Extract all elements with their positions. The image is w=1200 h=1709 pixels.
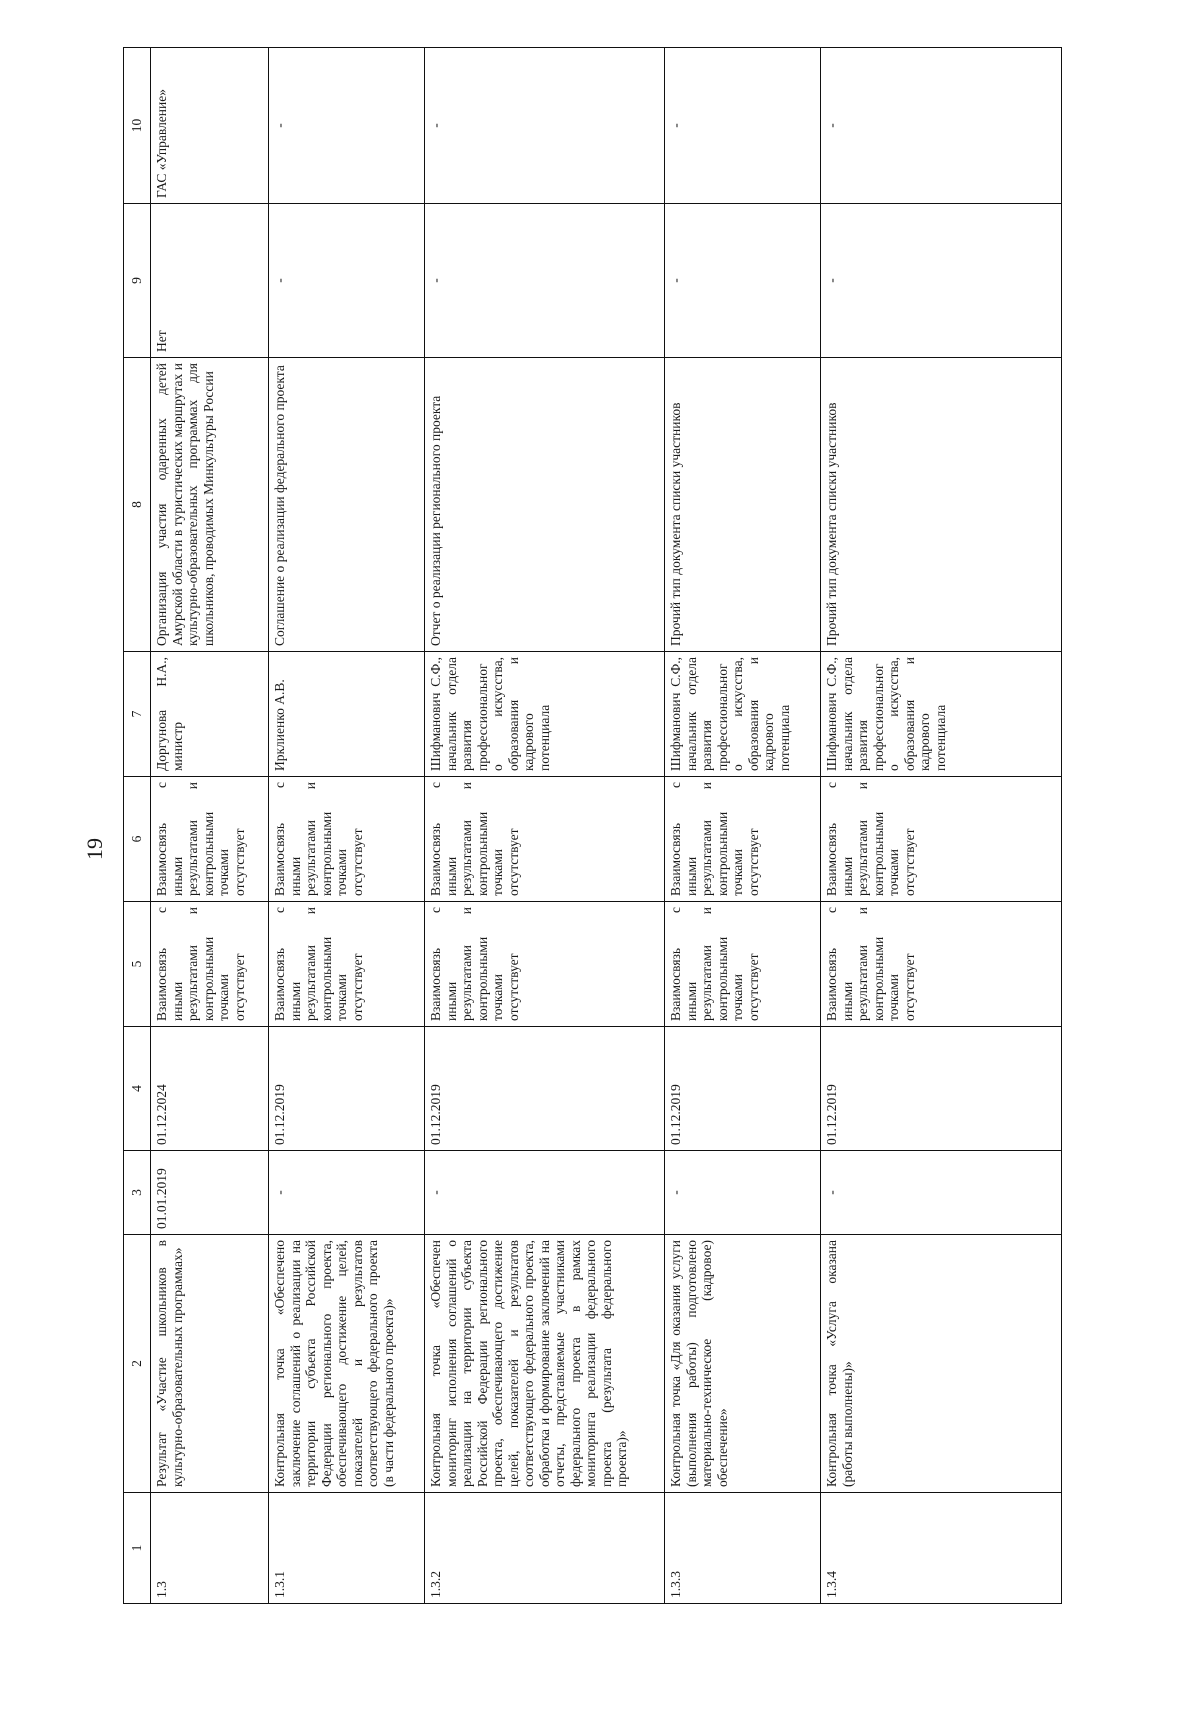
control-level: - bbox=[269, 204, 425, 358]
predecessors: Взаимосвязь с иными результатами и контрольными точками отсутствует bbox=[425, 902, 665, 1027]
header-cell: 3 bbox=[124, 1151, 151, 1235]
table-row bbox=[665, 48, 821, 1604]
row-number: 1.3.1 bbox=[269, 1493, 425, 1604]
header-cell: 8 bbox=[124, 358, 151, 652]
event-name: Контрольная точка «Обеспечено заключение соглашений о реализации на территории субъекта Российской Федерации регионального проекта, обеспечивающего достижение целей, показателей и результатов соответствующего федерального проекта (в части федерального проекта)» bbox=[269, 1235, 425, 1493]
document-type: Прочий тип документа списки участников bbox=[665, 358, 821, 652]
event-name: Контрольная точка «Услуга оказана (работы выполнены)» bbox=[821, 1235, 1062, 1493]
successors: Взаимосвязь с иными результатами и контрольными точками отсутствует bbox=[151, 777, 269, 902]
header-cell: 9 bbox=[124, 204, 151, 358]
row-number: 1.3.3 bbox=[665, 1493, 821, 1604]
table-row bbox=[151, 48, 269, 1604]
control-level: - bbox=[665, 204, 821, 358]
control-level: Нет bbox=[151, 204, 269, 358]
info-system: - bbox=[425, 48, 665, 204]
row-number: 1.3 bbox=[151, 1493, 269, 1604]
header-cell: 1 bbox=[124, 1493, 151, 1604]
start-date: - bbox=[425, 1151, 665, 1235]
info-system: - bbox=[665, 48, 821, 204]
document-type: Организация участия одаренных детей Амурской области в туристических маршрутах и культурно-образовательных программах для школьников, проводимых Минкультуры России bbox=[151, 358, 269, 652]
responsible: Шифманович С.Ф., начальник отдела развития профессиональног о искусства, образования и кадрового потенциала bbox=[821, 652, 1062, 777]
event-name: Контрольная точка «Обеспечен мониторинг исполнения соглашений о реализации на территории субъекта Российской Федерации регионального проекта, обеспечивающего достижение целей, показателей и результатов соответствующего федерального проекта, обработка и формирование заключений на отчеты, представляемые участниками федерального проекта в рамках мониторинга реализации федерального проекта (результата федерального проекта)» bbox=[425, 1235, 665, 1493]
start-date: - bbox=[821, 1151, 1062, 1235]
responsible: Доргунова Н.А., министр bbox=[151, 652, 269, 777]
table-row bbox=[821, 48, 1062, 1604]
header-cell: 6 bbox=[124, 777, 151, 902]
header-cell: 10 bbox=[124, 48, 151, 204]
responsible: Шифманович С.Ф., начальник отдела развития профессиональног о искусства, образования и кадрового потенциала bbox=[425, 652, 665, 777]
responsible: Ирклиенко А.В. bbox=[269, 652, 425, 777]
end-date: 01.12.2024 bbox=[151, 1027, 269, 1151]
successors: Взаимосвязь с иными результатами и контрольными точками отсутствует bbox=[269, 777, 425, 902]
successors: Взаимосвязь с иными результатами и контрольными точками отсутствует bbox=[425, 777, 665, 902]
header-cell: 4 bbox=[124, 1027, 151, 1151]
end-date: 01.12.2019 bbox=[425, 1027, 665, 1151]
info-system: ГАС «Управление» bbox=[151, 48, 269, 204]
control-level: - bbox=[425, 204, 665, 358]
document-type: Соглашение о реализации федерального проекта bbox=[269, 358, 425, 652]
end-date: 01.12.2019 bbox=[821, 1027, 1062, 1151]
table-row bbox=[425, 48, 665, 1604]
predecessors: Взаимосвязь с иными результатами и контрольными точками отсутствует bbox=[821, 902, 1062, 1027]
header-row bbox=[124, 48, 151, 1604]
predecessors: Взаимосвязь с иными результатами и контрольными точками отсутствует bbox=[269, 902, 425, 1027]
responsible: Шифманович С.Ф., начальник отдела развития профессиональног о искусства, образования и кадрового потенциала bbox=[665, 652, 821, 777]
table-row bbox=[269, 48, 425, 1604]
start-date: - bbox=[665, 1151, 821, 1235]
document-type: Прочий тип документа списки участников bbox=[821, 358, 1062, 652]
start-date: - bbox=[269, 1151, 425, 1235]
successors: Взаимосвязь с иными результатами и контрольными точками отсутствует bbox=[665, 777, 821, 902]
successors: Взаимосвязь с иными результатами и контрольными точками отсутствует bbox=[821, 777, 1062, 902]
document-type: Отчет о реализации регионального проекта bbox=[425, 358, 665, 652]
header-cell: 7 bbox=[124, 652, 151, 777]
end-date: 01.12.2019 bbox=[665, 1027, 821, 1151]
rotated-page bbox=[123, 48, 1058, 1604]
header-cell: 2 bbox=[124, 1235, 151, 1493]
header-cell: 5 bbox=[124, 902, 151, 1027]
row-number: 1.3.4 bbox=[821, 1493, 1062, 1604]
info-system: - bbox=[269, 48, 425, 204]
control-level: - bbox=[821, 204, 1062, 358]
predecessors: Взаимосвязь с иными результатами и контрольными точками отсутствует bbox=[665, 902, 821, 1027]
page-number: 19 bbox=[82, 838, 107, 860]
event-name: Контрольная точка «Для оказания услуги (выполнения работы) подготовлено материально-техническое (кадровое) обеспечение» bbox=[665, 1235, 821, 1493]
predecessors: Взаимосвязь с иными результатами и контрольными точками отсутствует bbox=[151, 902, 269, 1027]
start-date: 01.01.2019 bbox=[151, 1151, 269, 1235]
row-number: 1.3.2 bbox=[425, 1493, 665, 1604]
schedule-table bbox=[123, 47, 1062, 1604]
event-name: Результат «Участие школьников в культурно-образовательных программах» bbox=[151, 1235, 269, 1493]
end-date: 01.12.2019 bbox=[269, 1027, 425, 1151]
info-system: - bbox=[821, 48, 1062, 204]
